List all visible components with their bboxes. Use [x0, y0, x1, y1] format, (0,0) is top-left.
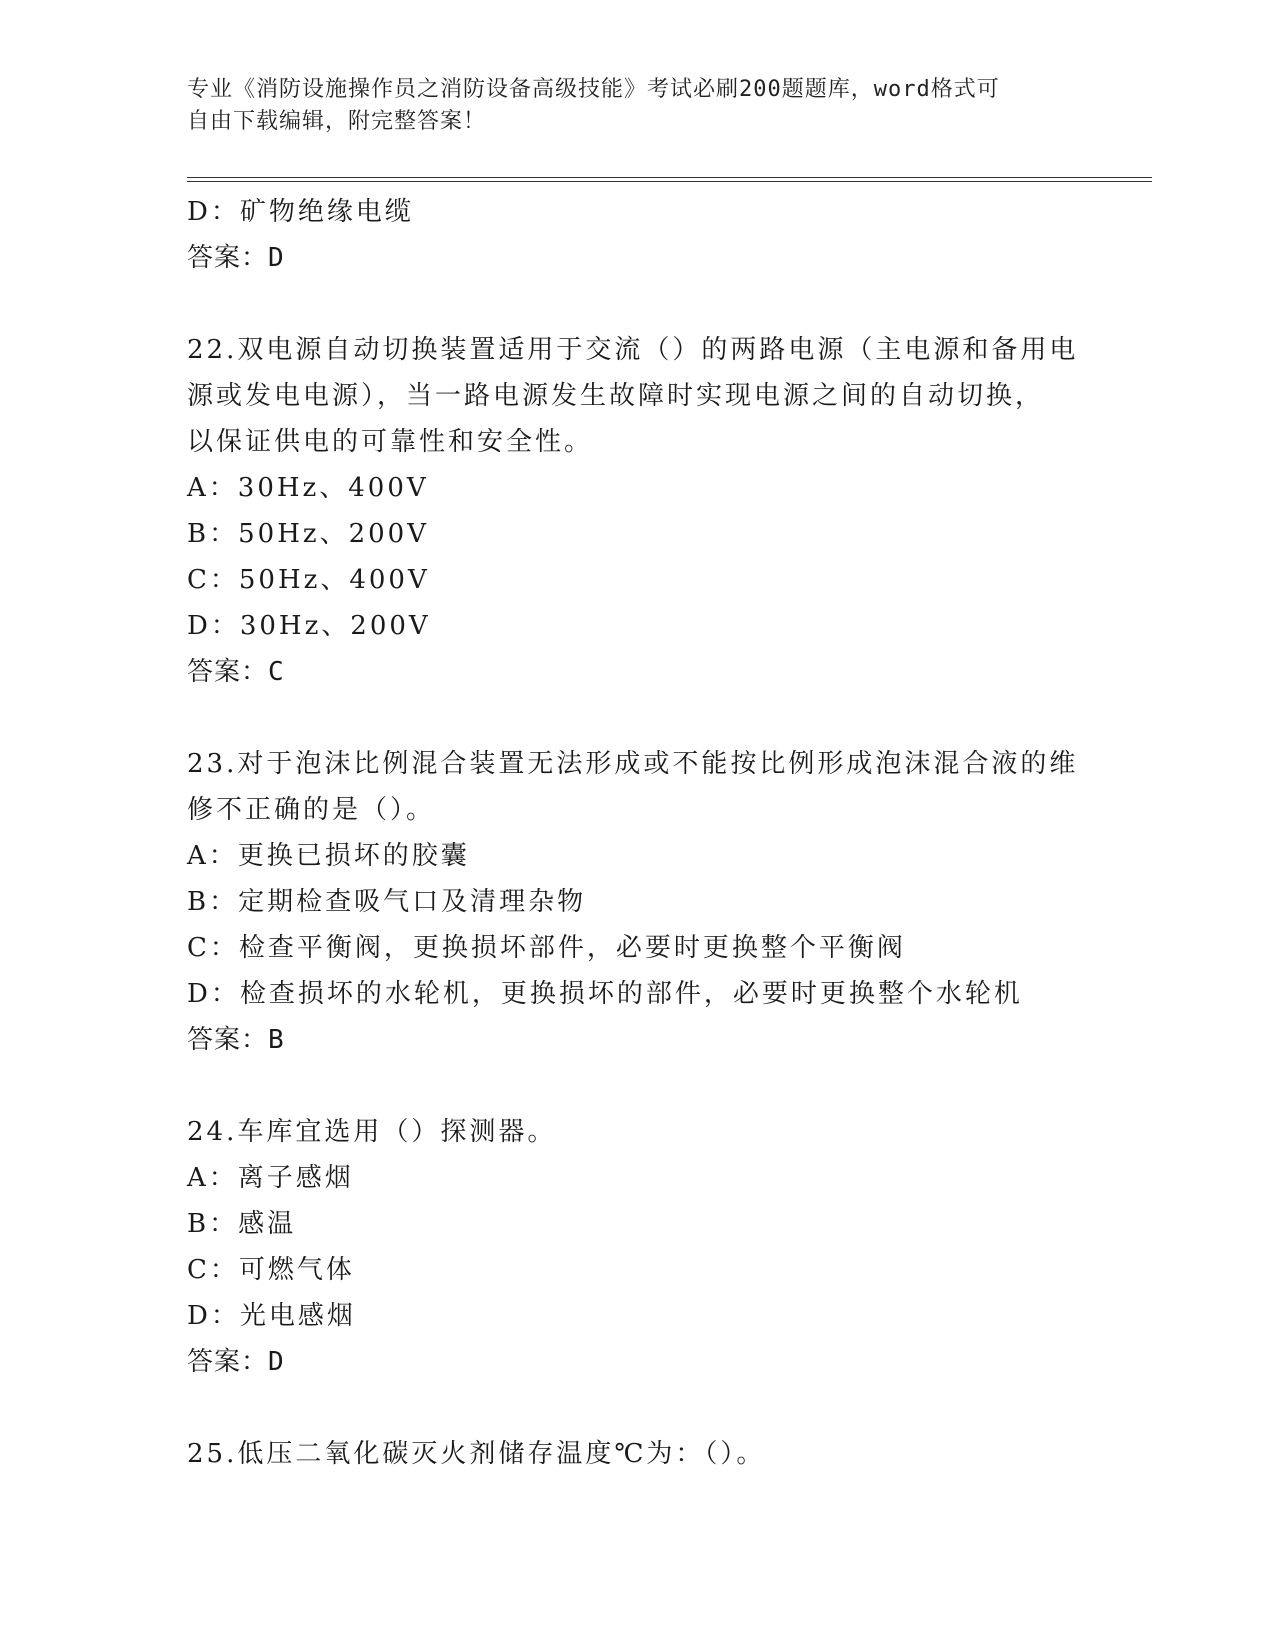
q24-option-b: B：感温 [187, 1209, 297, 1239]
prev-answer: 答案：D [187, 243, 285, 273]
question-24 [187, 1109, 1147, 1385]
q24-stem-line-1: 24.车库宜选用（）探测器。 [187, 1117, 557, 1147]
q23-stem-line-2: 修不正确的是（）。 [187, 795, 436, 825]
q24-option-a: A：离子感烟 [187, 1163, 354, 1193]
q22-stem-line-3: 以保证供电的可靠性和安全性。 [187, 427, 594, 457]
question-23 [187, 741, 1147, 1063]
q23-answer: 答案：B [187, 1025, 285, 1055]
page-header [187, 74, 1067, 138]
q22-answer: 答案：C [187, 657, 285, 687]
question-22 [187, 327, 1147, 695]
header-line-2: 自由下载编辑，附完整答案！ [187, 109, 487, 134]
q24-answer: 答案：D [187, 1347, 285, 1377]
q22-stem-line-2: 源或发电电源），当一路电源发生故障时实现电源之间的自动切换， [187, 381, 1045, 411]
prev-option-d: D：矿物绝缘电缆 [187, 197, 414, 227]
q24-option-d: D：光电感烟 [187, 1301, 356, 1331]
question-content [187, 189, 1147, 1477]
q25-stem-line-1: 25.低压二氧化碳灭火剂储存温度℃为：（）。 [187, 1439, 766, 1469]
q23-option-d: D：检查损坏的水轮机，更换损坏的部件，必要时更换整个水轮机 [187, 979, 1023, 1009]
q22-stem-line-1: 22.双电源自动切换装置适用于交流（）的两路电源（主电源和备用电 [187, 335, 1079, 365]
q24-option-c: C：可燃气体 [187, 1255, 355, 1285]
q22-option-b: B：50Hz、200V [187, 519, 429, 549]
q22-option-a: A：30Hz、400V [187, 473, 429, 503]
header-rule-bottom [187, 181, 1152, 182]
header-rule-top [187, 177, 1152, 178]
header-line-1: 专业《消防设施操作员之消防设备高级技能》考试必刷200题题库，word格式可 [187, 77, 1000, 102]
q23-option-a: A：更换已损坏的胶囊 [187, 841, 470, 871]
q22-option-c: C：50Hz、400V [187, 565, 430, 595]
question-25 [187, 1431, 1147, 1477]
q23-option-b: B：定期检查吸气口及清理杂物 [187, 887, 587, 917]
q23-option-c: C：检查平衡阀，更换损坏部件，必要时更换整个平衡阀 [187, 933, 906, 963]
q23-stem-line-1: 23.对于泡沫比例混合装置无法形成或不能按比例形成泡沫混合液的维 [187, 749, 1079, 779]
q22-option-d: D：30Hz、200V [187, 611, 431, 641]
